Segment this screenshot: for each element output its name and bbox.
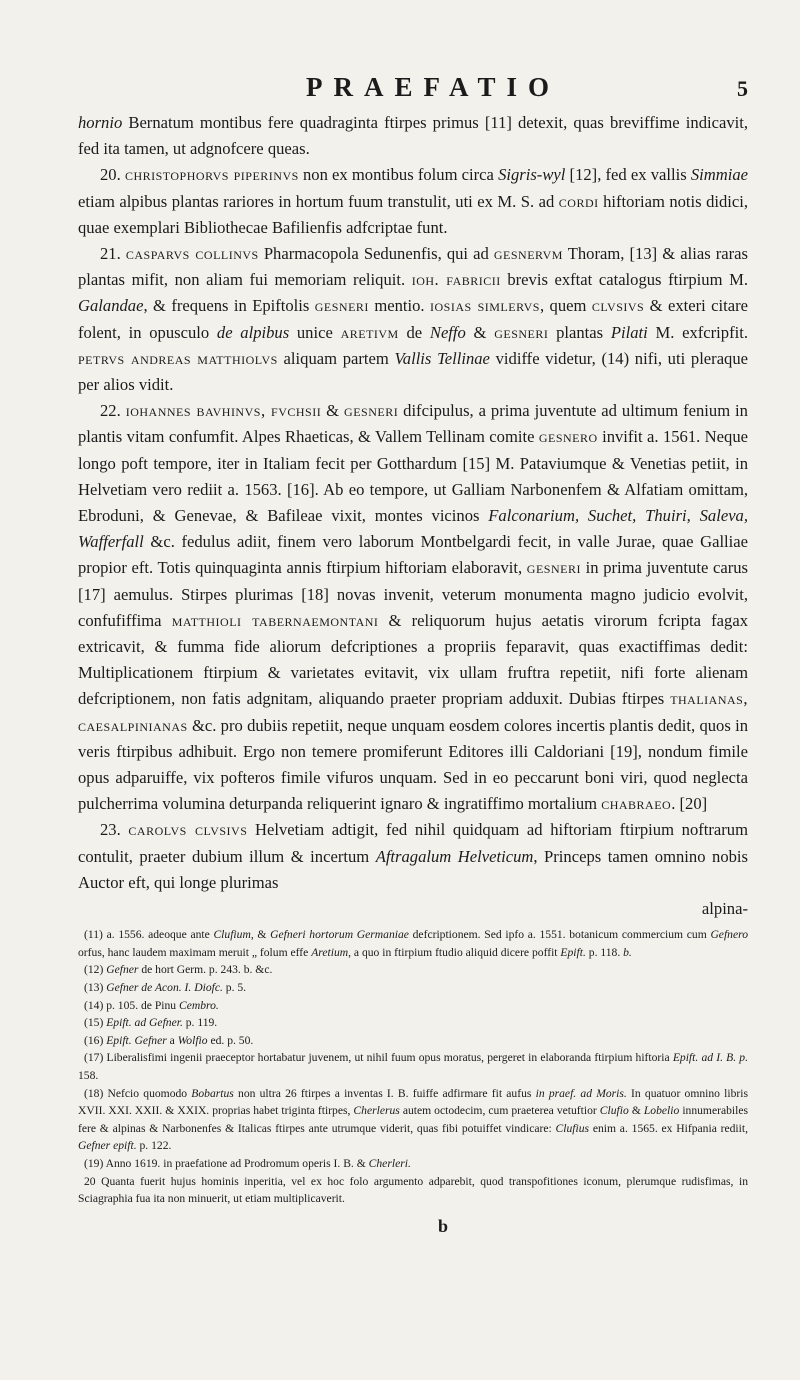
footnote-17: (17) Liberalisfimi ingenii praeceptor hortabatur juvenem, ut nihil fuum opus moratus, pergeret in elaboranda ftirpium hiftoria Epift. ad I. B. p. 158. bbox=[78, 1051, 748, 1083]
paragraph-22: 22. iohannes bavhinvs, fvchsii & gesneri difcipulus, a prima juventute ad ultimum fenium in plantis vitam confumfit. Alpes Rhaeticas, & Vallem Tellinam comite gesnero invifit a. 1561. Neque longo poft tempore, iter in Italiam fecit per Gotthardum [15] M. Pataviumque & Venetias petiit, in Helvetiam vero rediit a. 1563. [16]. Ab eo tempore, ut Galliam Narbonenfem & Alfatiam omittam, Ebroduni, & Genevae, & Bafileae vixit, montes vicinos Falconarium, Suchet, Thuiri, Saleva, Wafferfall &c. fedulus adiit, finem vero laborum Montbelgardi fecit, in valle Jurae, quae Galliae propior eft. Totis quinquaginta annis ftirpium hiftoriam elaboravit, gesneri in prima juventute carus [17] aemulus. Stirpes plurimas [18] novas invenit, veterum monumenta magno judicio evolvit, confufiffima matthioli tabernaemontani & reliquorum hujus aetatis virorum fcripta fagax extricavit, & fumma fide aliorum defcriptiones a propriis feparavit, quas exactiffimas dedit: Multiplicationem ftirpium & varietates evitavit, vix ullam fruftra repetiit, nifi forte alienam defcriptionem, non fatis adgnitam, aliquando praeter propriam adduxit. Dubias ftirpes thalianas, caesalpinianas &c. pro dubiis repetiit, neque unquam eosdem colores incertis plantis dedit, quos in veris ftirpibus adhibuit. Ergo non temere promiferunt Editores illi Caldoriani [19], nondum fimile opus adparuiffe, vix pofteros fimile vifuros unquam. Sed in eo peccarunt boni viri, quod neglecta pulcherrima volumina deturpanda reliquerint ignaro & ingratiffimo mortalium chabraeo. [20] bbox=[78, 401, 749, 814]
footnote-11: (11) a. 1556. adeoque ante Clufium, & Gefneri hortorum Germaniae defcriptionem. Sed ipfo a. 1551. botanicum commercium cum Gefnero orfus, hanc laudem maximam meruit „ folum effe Aretium, a quo in ftirpium ftudio aliquid dicere poffit Epift. p. 118. b. bbox=[78, 928, 748, 959]
footnote-20: 20 Quanta fuerit hujus hominis inperitia, vel ex hoc folo argumento adparebit, quod transpofitiones iconum, plerumque rudisfimas, in Sciagraphia fua ita non minuerit, ut etiam multiplicaverit. bbox=[78, 1174, 748, 1206]
place-name: Simmiae bbox=[690, 165, 748, 185]
person-name: clvsivs bbox=[591, 296, 645, 316]
footnotes bbox=[78, 926, 748, 1208]
person-name: matthioli tabernaemontani bbox=[171, 610, 379, 630]
person-name: iohannes bavhinvs, fvchsii bbox=[125, 401, 322, 421]
footnote-19: (19) Anno 1619. in praefatione ad Prodromum operis I. B. & Cherleri. bbox=[84, 1157, 411, 1171]
person-name: petrvs andreas matthiolvs bbox=[78, 348, 278, 368]
page-header bbox=[78, 72, 748, 106]
person-name: christophorvs piperinvs bbox=[124, 165, 299, 185]
place-name: Neffo bbox=[429, 322, 466, 342]
place-name: Vallis Tellinae bbox=[394, 348, 490, 368]
person-name: gesnero bbox=[538, 427, 598, 447]
place-name: Falconarium, Suchet, Thuiri, Saleva, Wafferfall bbox=[78, 506, 749, 552]
paragraph-20: 20. christophorvs piperinvs non ex montibus folum circa Sigris-wyl [12], fed ex vallis Simmiae etiam alpibus plantas rariores in hortum fuum transtulit, uti ex M. S. ad cordi hiftoriam notis didici, quae exemplari Bibliothecae Bafilienfis adfcriptae funt. bbox=[78, 165, 749, 237]
person-name: gesneri bbox=[314, 296, 369, 316]
person-name: casparvs collinvs bbox=[125, 244, 259, 264]
person-name: ioh. fabricii bbox=[411, 270, 501, 290]
paragraph-number: 21. bbox=[100, 244, 121, 264]
person-name: iosias simlervs bbox=[430, 296, 540, 316]
work-title: de alpibus bbox=[216, 322, 290, 342]
person-name: gesneri bbox=[344, 401, 399, 421]
paragraph-19-continuation: hornio Bernatum montibus fere quadraginta ftirpes primus [11] detexit, quas breviffime indicavit, fed ita tamen, ut adgnofcere queas. bbox=[78, 113, 748, 159]
main-text bbox=[78, 110, 748, 922]
paragraph-number: 23. bbox=[100, 820, 121, 840]
footnote-14: (14) p. 105. de Pinu Cembro. bbox=[84, 998, 219, 1012]
footnote-12: (12) Gefner de hort Germ. p. 243. b. &c. bbox=[84, 963, 273, 977]
footnote-13: (13) Gefner de Acon. I. Diofc. p. 5. bbox=[84, 981, 247, 995]
place-name: hornio bbox=[78, 113, 123, 132]
footnote-16: (16) Epift. Gefner a Wolfio ed. p. 50. bbox=[84, 1033, 254, 1047]
footnote-18: (18) Nefcio quomodo Bobartus non ultra 26 ftirpes a inventas I. B. fuiffe adfirmare fit aufus in praef. ad Moris. In quatuor omnino libris XVII. XXI. XXII. & XXIX. proprias habet triginta ftirpes, Cherlerus autem octodecim, cum praeterea vetuftior Clufio & Lobelio innumerabiles fere & alpinas & Narbonenfes & Italicas ftirpes ante utrumque viderit, quas fibi potuiffet vindicare: Clufius enim a. 1565. ex Hifpania rediit, Gefner epift. p. 122. bbox=[78, 1086, 748, 1153]
paragraph-23: 23. carolvs clvsivs Helvetiam adtigit, fed nihil quidquam ad hiftoriam ftirpium noftrarum contulit, praeter dubium illum & incertum Aftragalum Helveticum, Princeps tamen omnino nobis Auctor eft, qui longe plurimas bbox=[78, 820, 748, 892]
person-name: cordi bbox=[558, 191, 599, 211]
footnote-15: (15) Epift. ad Gefner. p. 119. bbox=[84, 1016, 218, 1030]
person-name: chabraeo bbox=[601, 794, 672, 814]
signature-mark: b bbox=[437, 1215, 448, 1236]
person-name: aretivm bbox=[340, 322, 399, 342]
catchword: alpina- bbox=[701, 899, 748, 919]
running-title: PRAEFATIO bbox=[306, 72, 560, 102]
person-name: gesneri bbox=[494, 322, 549, 342]
page-number: 5 bbox=[737, 76, 748, 101]
person-name: gesneri bbox=[526, 558, 581, 578]
person-name: carolvs clvsivs bbox=[128, 820, 248, 840]
place-name: Sigris-wyl bbox=[498, 165, 566, 185]
plant-name: Aftragalum Helveticum bbox=[375, 846, 534, 866]
place-name: Pilati bbox=[610, 322, 648, 342]
paragraph-number: 20. bbox=[100, 165, 121, 185]
paragraph-number: 22. bbox=[100, 401, 121, 421]
paragraph-21: 21. casparvs collinvs Pharmacopola Sedunenfis, qui ad gesnervm Thoram, [13] & alias raras plantas mifit, non aliam fui memoriam reliquit. ioh. fabricii brevis exftat catalogus ftirpium M. Galandae, & frequens in Epiftolis gesneri mentio. iosias simlervs, quem clvsivs & exteri citare folent, in opusculo de alpibus unice aretivm de Neffo & gesneri plantas Pilati M. exfcripfit. petrvs andreas matthiolvs aliquam partem Vallis Tellinae vidiffe videtur, (14) nifi, uti pleraque per alios vidit. bbox=[78, 244, 749, 395]
place-name: Galandae bbox=[78, 296, 144, 316]
person-name: gesnervm bbox=[493, 244, 563, 264]
person-name: thalianas, caesalpinianas bbox=[78, 689, 748, 735]
